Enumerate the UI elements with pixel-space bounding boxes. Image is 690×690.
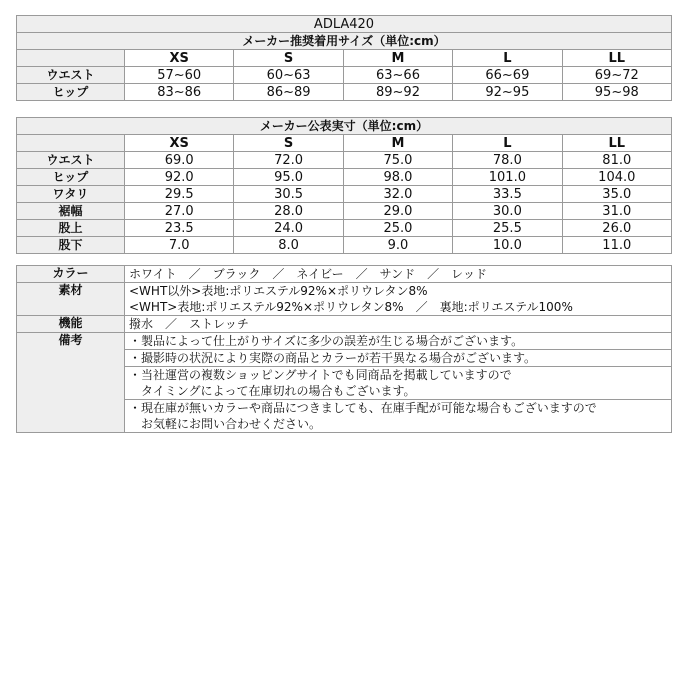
size-header-row xyxy=(17,50,672,67)
size-ll: LL xyxy=(562,135,671,152)
color-row xyxy=(17,266,672,283)
table-cell: 69.0 xyxy=(125,152,234,169)
table-cell: 9.0 xyxy=(343,237,452,254)
table-cell: 29.5 xyxy=(125,186,234,203)
table-cell: 63~66 xyxy=(343,67,452,84)
actual-measurement-table xyxy=(16,117,672,254)
row-label: ウエスト xyxy=(17,152,125,169)
table-cell: 23.5 xyxy=(125,220,234,237)
table-cell: 98.0 xyxy=(343,169,452,186)
size-s: S xyxy=(234,50,343,67)
row-label: ワタリ xyxy=(17,186,125,203)
size-l: L xyxy=(453,50,562,67)
note-item: ・現在庫が無いカラーや商品につきましても、在庫手配が可能な場合もございますので xyxy=(125,400,672,417)
table-cell: 104.0 xyxy=(562,169,671,186)
note-item: お気軽にお問い合わせください。 xyxy=(125,416,672,433)
material-label: 素材 xyxy=(17,283,125,316)
size-xs: XS xyxy=(125,135,234,152)
row-label: ウエスト xyxy=(17,67,125,84)
table-cell: 8.0 xyxy=(234,237,343,254)
material-value-2: <WHT>表地:ポリエステル92%×ポリウレタン8% ／ 裏地:ポリエステル100% xyxy=(125,299,672,316)
table-cell: 29.0 xyxy=(343,203,452,220)
row-label: 股上 xyxy=(17,220,125,237)
function-row xyxy=(17,316,672,333)
size-s: S xyxy=(234,135,343,152)
size-m: M xyxy=(343,135,452,152)
table-cell: 81.0 xyxy=(562,152,671,169)
table-cell: 95~98 xyxy=(562,84,671,101)
size-xs: XS xyxy=(125,50,234,67)
table-row xyxy=(17,67,672,84)
table-row xyxy=(17,237,672,254)
material-row xyxy=(17,283,672,300)
function-value: 撥水 ／ ストレッチ xyxy=(125,316,672,333)
table-cell: 95.0 xyxy=(234,169,343,186)
table-row xyxy=(17,84,672,101)
model-number: ADLA420 xyxy=(17,16,672,33)
table-cell: 30.0 xyxy=(453,203,562,220)
table-cell: 89~92 xyxy=(343,84,452,101)
table-cell: 11.0 xyxy=(562,237,671,254)
size-l: L xyxy=(453,135,562,152)
size-ll: LL xyxy=(562,50,671,67)
table-row xyxy=(17,220,672,237)
table-cell: 92.0 xyxy=(125,169,234,186)
table-cell: 72.0 xyxy=(234,152,343,169)
row-label: 股下 xyxy=(17,237,125,254)
table-cell: 57~60 xyxy=(125,67,234,84)
table-row xyxy=(17,169,672,186)
table-cell: 60~63 xyxy=(234,67,343,84)
actual-measurement-title: メーカー公表実寸（単位:cm） xyxy=(17,118,672,135)
table-cell: 32.0 xyxy=(343,186,452,203)
table-cell: 26.0 xyxy=(562,220,671,237)
table-cell: 69~72 xyxy=(562,67,671,84)
table-cell: 35.0 xyxy=(562,186,671,203)
table-cell: 25.0 xyxy=(343,220,452,237)
table-cell: 92~95 xyxy=(453,84,562,101)
product-detail-table xyxy=(16,265,672,433)
table-cell: 28.0 xyxy=(234,203,343,220)
table-cell: 83~86 xyxy=(125,84,234,101)
table-cell: 24.0 xyxy=(234,220,343,237)
table-cell: 33.5 xyxy=(453,186,562,203)
row-label: ヒップ xyxy=(17,169,125,186)
note-item: ・当社運営の複数ショッピングサイトでも同商品を掲載していますので xyxy=(125,367,672,384)
table-cell: 86~89 xyxy=(234,84,343,101)
note-item: ・製品によって仕上がりサイズに多少の誤差が生じる場合がございます。 xyxy=(125,333,672,350)
color-label: カラー xyxy=(17,266,125,283)
table-cell: 66~69 xyxy=(453,67,562,84)
note-item: タイミングによって在庫切れの場合もございます。 xyxy=(125,383,672,400)
table-cell: 25.5 xyxy=(453,220,562,237)
note-item: ・撮影時の状況により実際の商品とカラーが若干異なる場合がございます。 xyxy=(125,350,672,367)
table-row xyxy=(17,152,672,169)
table-cell: 75.0 xyxy=(343,152,452,169)
table-cell: 78.0 xyxy=(453,152,562,169)
table-row xyxy=(17,203,672,220)
table-cell: 7.0 xyxy=(125,237,234,254)
table-cell: 27.0 xyxy=(125,203,234,220)
table-row xyxy=(17,186,672,203)
color-value: ホワイト ／ ブラック ／ ネイビー ／ サンド ／ レッド xyxy=(125,266,672,283)
row-label: 裾幅 xyxy=(17,203,125,220)
function-label: 機能 xyxy=(17,316,125,333)
table-cell: 10.0 xyxy=(453,237,562,254)
notes-label: 備考 xyxy=(17,333,125,433)
table-cell: 30.5 xyxy=(234,186,343,203)
row-label: ヒップ xyxy=(17,84,125,101)
size-m: M xyxy=(343,50,452,67)
recommended-size-title: メーカー推奨着用サイズ（単位:cm） xyxy=(17,33,672,50)
table-cell: 101.0 xyxy=(453,169,562,186)
notes-row xyxy=(17,333,672,350)
material-value-1: <WHT以外>表地:ポリエステル92%×ポリウレタン8% xyxy=(125,283,672,300)
size-header-row xyxy=(17,135,672,152)
recommended-size-table xyxy=(16,15,672,101)
table-cell: 31.0 xyxy=(562,203,671,220)
